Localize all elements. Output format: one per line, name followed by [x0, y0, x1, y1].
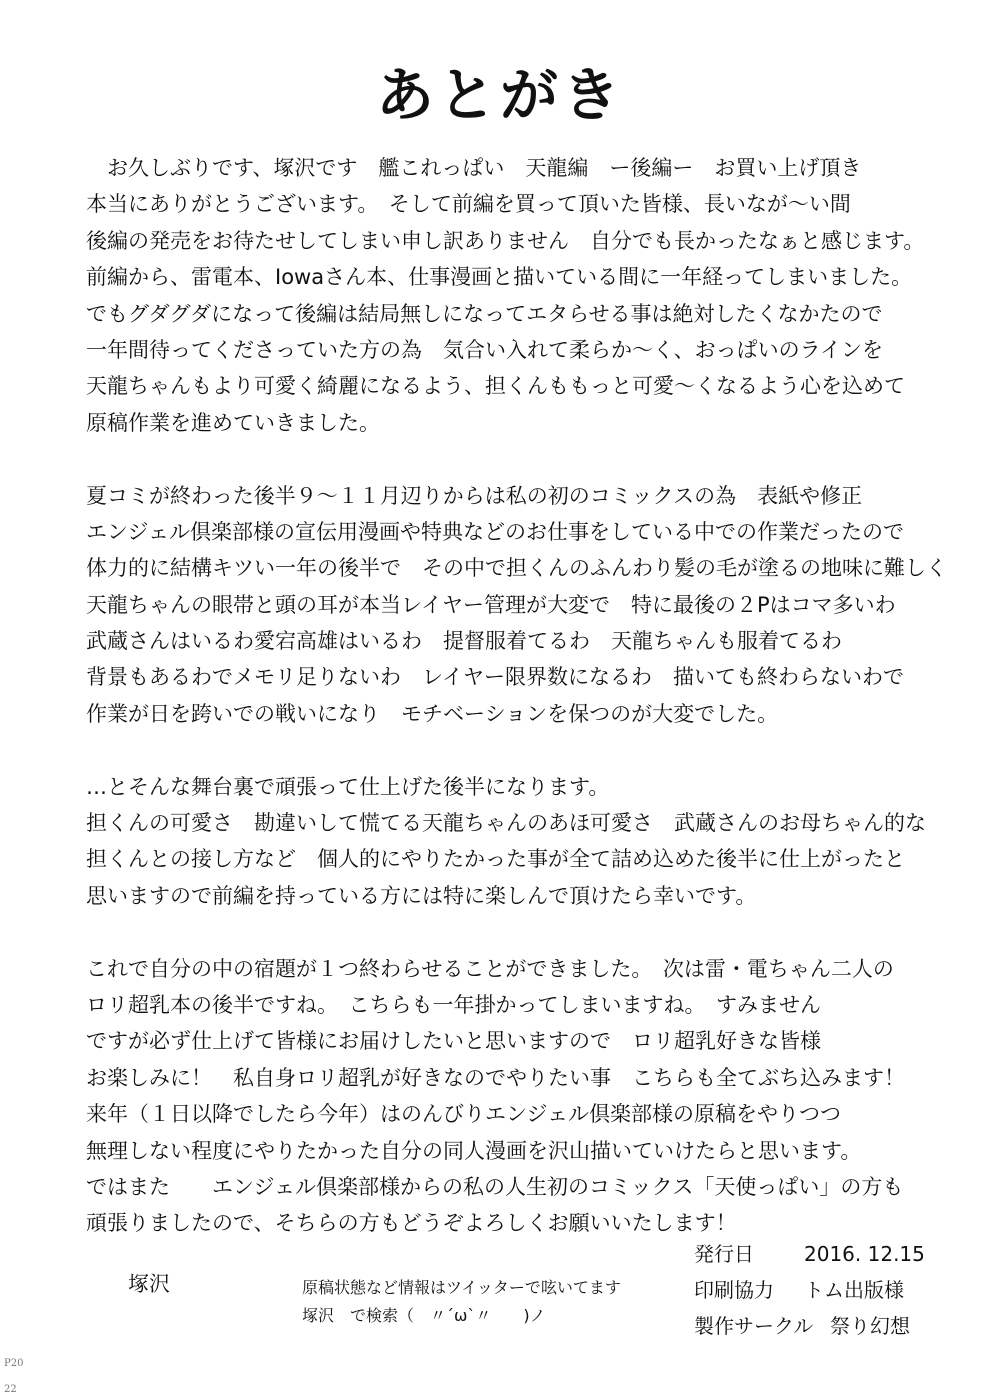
- text-line: 作業が日を跨いでの戦いになり モチベーションを保つのが大変でした。: [86, 701, 779, 726]
- text-line: ですが必ず仕上げて皆様にお届けしたいと思いますので ロリ超乳好きな皆様: [86, 1029, 821, 1054]
- text-line: 前編から、雷電本、Iowaさん本、仕事漫画と描いている間に一年経ってしまいました。: [86, 265, 913, 290]
- twitter-note: [302, 1274, 621, 1330]
- paragraph-gap: [86, 732, 976, 768]
- page-number-mark: P20: [4, 1358, 24, 1369]
- twitter-note-line: 原稿状態など情報はツイッターで呟いてます: [302, 1278, 621, 1297]
- text-line: 一年間待ってくださっていた方の為 気合い入れて柔らか〜く、おっぱいのラインを: [86, 337, 883, 362]
- text-line: …とそんな舞台裏で頑張って仕上げた後半になります。: [86, 774, 610, 799]
- page-number-mark: 22: [4, 1384, 17, 1395]
- printer-value: トム出版様: [804, 1278, 904, 1302]
- circle-row: [694, 1308, 925, 1344]
- issue-date-value: 2016. 12.15: [804, 1242, 925, 1266]
- text-line: エンジェル倶楽部様の宣伝用漫画や特典などのお仕事をしている中での作業だったので: [86, 519, 905, 544]
- text-line: 本当にありがとうございます。 そして前編を買って頂いた皆様、長いなが〜い間: [86, 192, 851, 217]
- paragraph: [86, 769, 976, 915]
- text-line: 天龍ちゃんもより可愛く綺麗になるよう、担くんももっと可愛〜くなるよう心を込めて: [86, 374, 905, 399]
- text-line: 天龍ちゃんの眼帯と頭の耳が本当レイヤー管理が大変で 特に最後の２Pはコマ多いわ: [86, 592, 896, 617]
- text-line: 原稿作業を進めていきました。: [86, 410, 380, 435]
- text-line: 思いますので前編を持っている方には特に楽しんで頂けたら幸いです。: [86, 883, 757, 908]
- issue-date-row: [694, 1236, 925, 1272]
- text-line: 頑張りましたので、そちらの方もどうぞよろしくお願いいたします！: [86, 1211, 737, 1236]
- text-line: ロリ超乳本の後半ですね。 こちらも一年掛かってしまいますね。 すみません: [86, 992, 821, 1017]
- text-line: 担くんとの接し方など 個人的にやりたかった事が全て詰め込めた後半に仕上がったと: [86, 847, 905, 872]
- text-line: 武蔵さんはいるわ愛宕高雄はいるわ 提督服着てるわ 天龍ちゃんも服着てるわ: [86, 629, 842, 654]
- author-name: 塚沢: [128, 1272, 170, 1296]
- circle-label: 製作サークル: [694, 1314, 814, 1338]
- text-line: 背景もあるわでメモリ足りないわ レイヤー限界数になるわ 描いても終わらないわで: [86, 665, 904, 690]
- text-line: 来年（１日以降でしたら今年）はのんびりエンジェル倶楽部様の原稿をやりつつ: [86, 1102, 842, 1127]
- text-line: 体力的に結構キツい一年の後半で その中で担くんのふんわり髪の毛が塗るの地味に難しく: [86, 556, 947, 581]
- text-line: 無理しない程度にやりたかった自分の同人漫画を沢山描いていけたらと思います。: [86, 1138, 862, 1163]
- text-line: ではまた エンジェル倶楽部様からの私の人生初のコミックス「天使っぱい」の方も: [86, 1174, 904, 1199]
- paragraph-gap: [86, 441, 976, 477]
- printer-label: 印刷協力: [694, 1278, 774, 1302]
- text-line: これで自分の中の宿題が１つ終わらせることができました。 次は雷・電ちゃん二人の: [86, 956, 894, 981]
- text-line: 担くんの可愛さ 勘違いして慌てる天龍ちゃんのあほ可愛さ 武蔵さんのお母ちゃん的な: [86, 811, 926, 836]
- page-title: あとがき: [375, 61, 624, 129]
- paragraph: [86, 150, 976, 441]
- text-line: でもグダグダになって後編は結局無しになってエタらせる事は絶対したくなかたので: [86, 301, 883, 326]
- paragraph: [86, 951, 976, 1242]
- twitter-note-line: 塚沢 で検索（ 〃´ω`〃 )ノ: [302, 1306, 546, 1325]
- colophon: [694, 1236, 925, 1344]
- afterword-body: [86, 150, 976, 1242]
- circle-value: 祭り幻想: [830, 1314, 910, 1338]
- text-line: 夏コミが終わった後半９〜１１月辺りからは私の初のコミックスの為 表紙や修正: [86, 483, 863, 508]
- paragraph: [86, 478, 976, 733]
- issue-date-label: 発行日: [694, 1242, 754, 1266]
- printer-row: [694, 1272, 925, 1308]
- paragraph-gap: [86, 914, 976, 950]
- text-line: お楽しみに！ 私自身ロリ超乳が好きなのでやりたい事 こちらも全てぶち込みます！: [86, 1065, 905, 1090]
- text-line: お久しぶりです、塚沢です 艦これっぱい 天龍編 ー後編ー お買い上げ頂き: [86, 156, 862, 180]
- text-line: 後編の発売をお待たせしてしまい申し訳ありません 自分でも長かったなぁと感じます。: [86, 228, 925, 253]
